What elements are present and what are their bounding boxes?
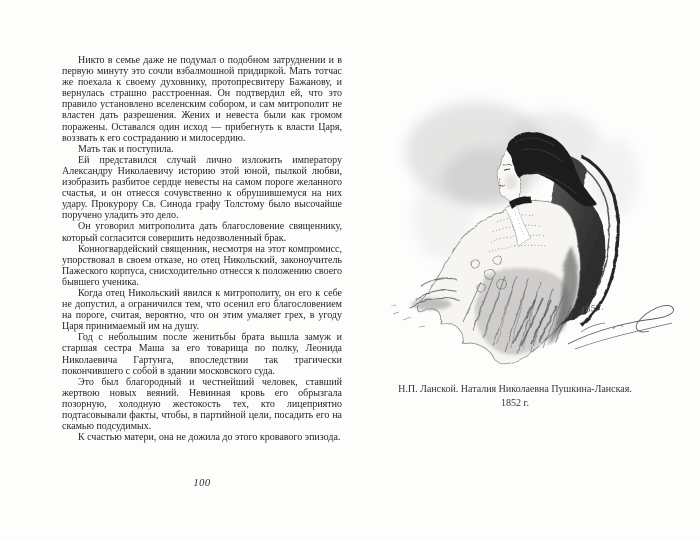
body-paragraph: Год с небольшим после женитьбы брата вышла замуж и старшая сестра Маша за его товарища по полку, Леонида Николаевича Гартунга, впоследствии так трагически покончившего с собой в здании московского суда.: [62, 332, 342, 377]
illustration-caption: [365, 383, 665, 411]
body-paragraph: Когда отец Никольский явился к митрополиту, он его к себе не допустил, а ограничился тем, что осенил его благословением на пороге, считая, вероятно, что он этим умаляет грех, в угоду Царя принимаемый им на душу.: [62, 287, 342, 333]
signature-date: 1852.: [579, 302, 604, 315]
body-paragraph: Это был благородный и честнейший человек, ставший жертвою новых веяний. Невинная кровь его обрызгала позорную, холодную жестокость тех, кто лицеприятно подтасовывали факты, чтобы, в партийной цели, посадить его на скамью подсудимых.: [62, 376, 342, 433]
page-number: 100: [193, 478, 211, 489]
portrait-illustration: [385, 86, 690, 378]
body-paragraph: Ей представился случай лично изложить императору Александру Николаевичу историю этой юной, пылкой любви, изобразить разбитое сердце невесты на самом пороге желанного счастья, и он отнесся сочувственно к обрушившемуся на них удару. Прокурору Св. Синода графу Толстому было высочайше поручено уладить это дело.: [62, 154, 342, 222]
left-page-text-column: [62, 55, 342, 443]
body-paragraph: Конногвардейский священник, несмотря на этот компромисс, упорствовал в своем отказе, но отец Никольский, законоучитель Пажеского корпуса, снисходительно отнесся к положению своего бывшего ученика.: [62, 243, 342, 288]
caption-line-2: 1852 г.: [501, 398, 529, 409]
body-paragraph: К счастью матери, она не дожила до этого кровавого эпизода.: [78, 432, 341, 444]
body-paragraph: Мать так и поступила.: [78, 143, 174, 155]
artist-signature: [568, 303, 673, 349]
caption-line-1: Н.П. Ланской. Наталия Николаевна Пушкина-Ланская.: [398, 384, 632, 395]
body-paragraph: Он уговорил митрополита дать благословение священнику, который согласится совершить недозволенный брак.: [62, 221, 342, 244]
body-paragraph: Никто в семье даже не подумал о подобном затруднении и в первую минуту это сочли взбалмошной придиркой. Мать тотчас же поехала к своему духовнику, протопресвитеру Бажанову, и вернулась страшно расстроенная. Он подтвердил ей, что это правило установлено вселенским собором, и сам митрополит не властен дать разрешения. Жених и невеста были как громом поражены. Оставался один исход — прибегнуть к власти Царя, воззвать к его состраданию и милосердию.: [62, 55, 342, 144]
